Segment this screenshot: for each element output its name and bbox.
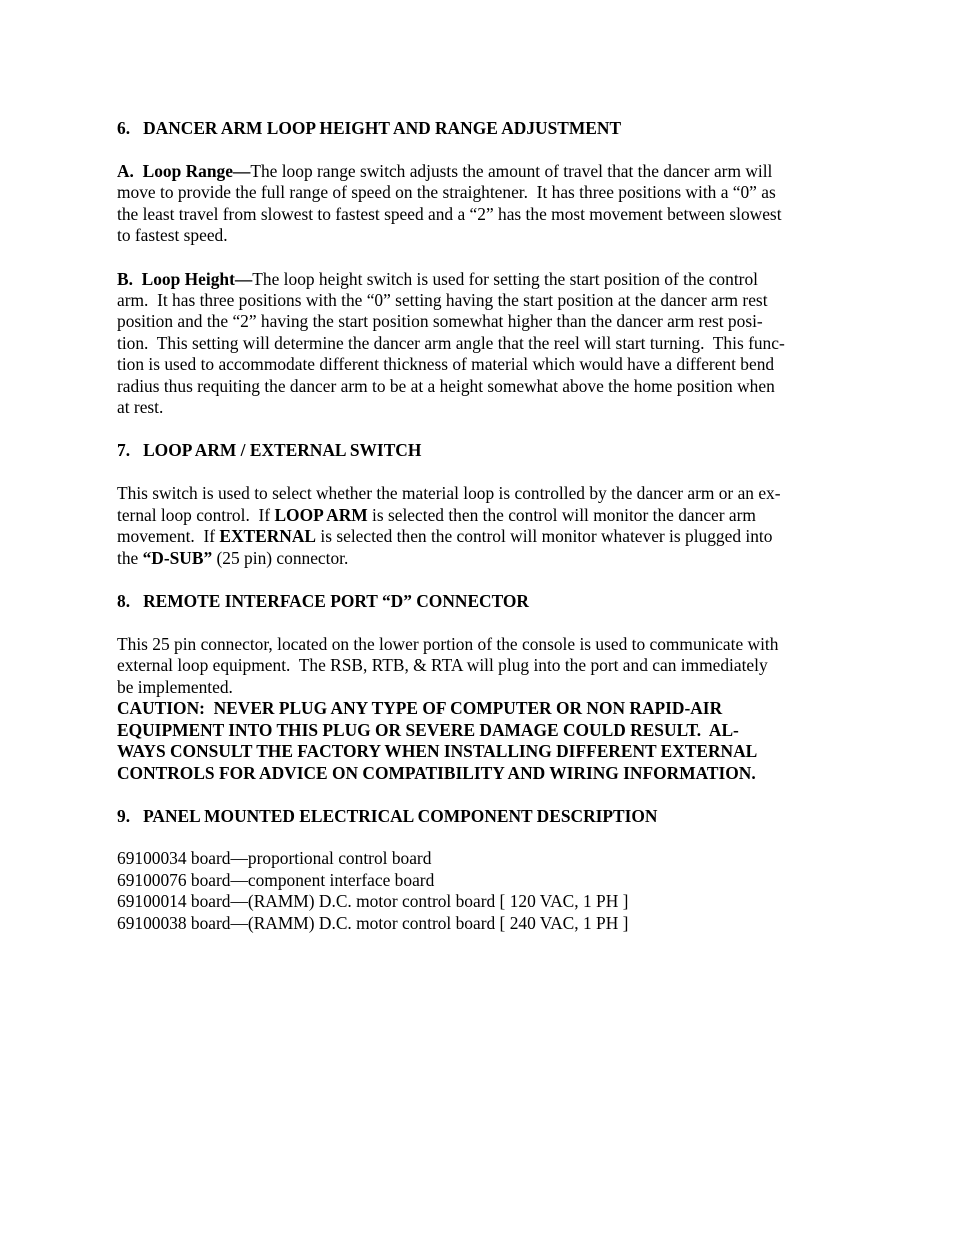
switch-text-3c: is selected then the control will monitor whatever is plugged into bbox=[316, 526, 773, 546]
loop-height-line-4: tion. This setting will determine the dancer arm angle that the reel will start turning. This func- bbox=[117, 333, 785, 353]
switch-text-2c: is selected then the control will monitor the dancer arm bbox=[367, 505, 756, 525]
loop-height-line-3: position and the “2” having the start position somewhat higher than the dancer arm rest posi- bbox=[117, 311, 763, 331]
component-item-1: 69100034 board—proportional control board bbox=[117, 848, 432, 868]
external-term: EXTERNAL bbox=[219, 526, 317, 546]
section-7-heading: 7. LOOP ARM / EXTERNAL SWITCH bbox=[117, 440, 422, 460]
section-6-heading: 6. DANCER ARM LOOP HEIGHT AND RANGE ADJUSTMENT bbox=[117, 118, 622, 138]
switch-text-4c: (25 pin) connector. bbox=[212, 548, 349, 568]
loop-range-line-3: the least travel from slowest to fastest speed and a “2” has the most movement between slowest bbox=[117, 204, 782, 224]
component-item-3: 69100014 board—(RAMM) D.C. motor control board [ 120 VAC, 1 PH ] bbox=[117, 891, 629, 911]
component-item-4: 69100038 board—(RAMM) D.C. motor control board [ 240 VAC, 1 PH ] bbox=[117, 913, 629, 933]
loop-height-line-5: tion is used to accommodate different thickness of material which would have a different bend bbox=[117, 354, 775, 374]
section-8-heading: 8. REMOTE INTERFACE PORT “D” CONNECTOR bbox=[117, 591, 529, 611]
loop-range-label: A. Loop Range— bbox=[117, 161, 251, 181]
component-item-2: 69100076 board—component interface board bbox=[117, 870, 435, 890]
switch-para-line-1: This switch is used to select whether the material loop is controlled by the dancer arm or an ex- bbox=[117, 483, 781, 503]
connector-para-line-2: external loop equipment. The RSB, RTB, & RTA will plug into the port and can immediately bbox=[117, 655, 768, 675]
loop-height-line-2: arm. It has three positions with the “0” setting having the start position at the dancer arm rest bbox=[117, 290, 768, 310]
connector-para-line-1: This 25 pin connector, located on the lower portion of the console is used to communicate with bbox=[117, 634, 779, 654]
loop-range-text-1: The loop range switch adjusts the amount of travel that the dancer arm will bbox=[250, 161, 773, 181]
dsub-term: “D-SUB” bbox=[142, 548, 213, 568]
caution-line-3: WAYS CONSULT THE FACTORY WHEN INSTALLING DIFFERENT EXTERNAL bbox=[117, 741, 758, 761]
loop-range-line-4: to fastest speed. bbox=[117, 225, 228, 245]
caution-line-4: CONTROLS FOR ADVICE ON COMPATIBILITY AND WIRING INFORMATION. bbox=[117, 763, 756, 783]
caution-line-1: CAUTION: NEVER PLUG ANY TYPE OF COMPUTER OR NON RAPID-AIR bbox=[117, 698, 723, 718]
loop-arm-term: LOOP ARM bbox=[274, 505, 368, 525]
loop-range-line-1 bbox=[117, 161, 772, 182]
loop-height-label: B. Loop Height— bbox=[117, 269, 253, 289]
loop-height-line-7: at rest. bbox=[117, 397, 164, 417]
loop-height-line-6: radius thus requiting the dancer arm to be at a height somewhat above the home position when bbox=[117, 376, 775, 396]
switch-para-line-3 bbox=[117, 526, 772, 547]
switch-text-4a: the bbox=[117, 548, 143, 568]
loop-range-line-2: move to provide the full range of speed on the straightener. It has three positions with a “0” as bbox=[117, 182, 776, 202]
section-9-heading: 9. PANEL MOUNTED ELECTRICAL COMPONENT DESCRIPTION bbox=[117, 806, 658, 826]
switch-para-line-4 bbox=[117, 548, 348, 569]
connector-para-line-3: be implemented. bbox=[117, 677, 233, 697]
switch-text-2a: ternal loop control. If bbox=[117, 505, 275, 525]
loop-height-text-1: The loop height switch is used for setting the start position of the control bbox=[252, 269, 758, 289]
switch-text-3a: movement. If bbox=[117, 526, 220, 546]
switch-para-line-2 bbox=[117, 505, 756, 526]
caution-line-2: EQUIPMENT INTO THIS PLUG OR SEVERE DAMAGE COULD RESULT. AL- bbox=[117, 720, 739, 740]
loop-height-line-1 bbox=[117, 269, 758, 290]
